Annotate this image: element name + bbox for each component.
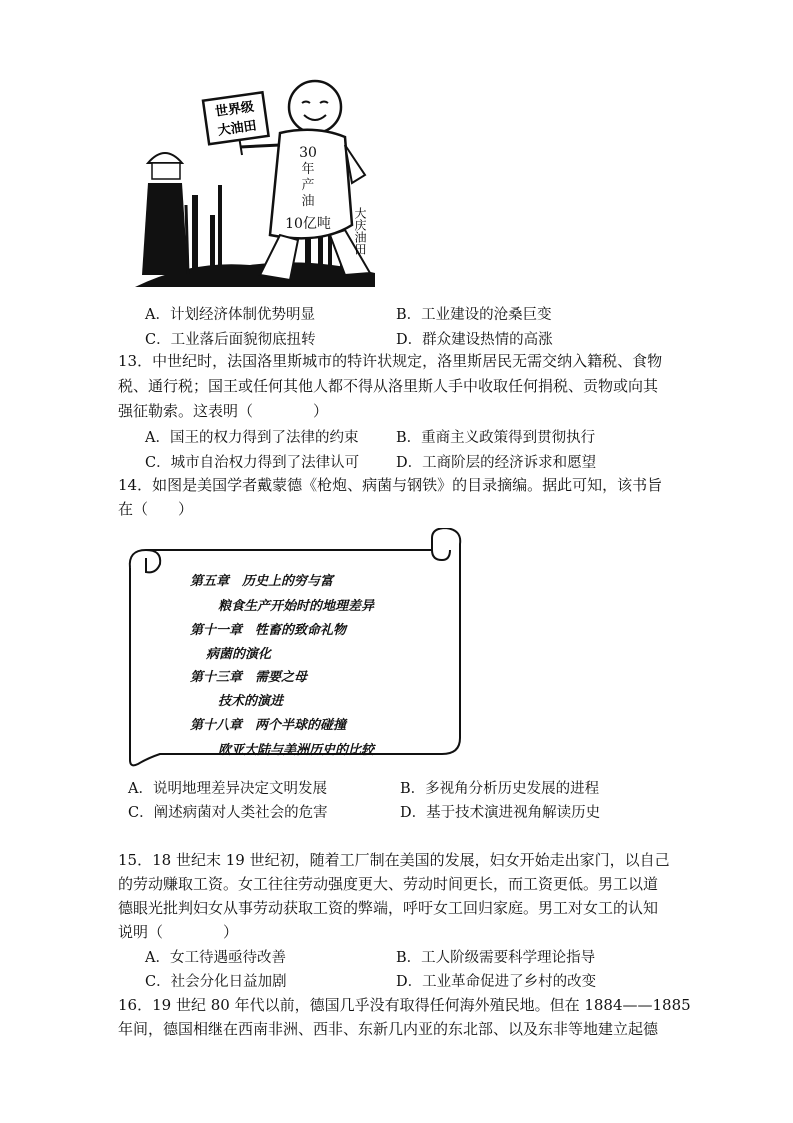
toc-chapter-18: 第十八章 两个半球的碰撞 xyxy=(190,718,347,733)
q15-option-b[interactable]: B．工人阶级需要科学理论指导 xyxy=(396,950,596,966)
sign-line-1: 世界级 xyxy=(214,99,255,120)
q16-stem-line-2: 年间，德国相继在西南非洲、西非、东新几内亚的东北部、以及东非等地建立起德 xyxy=(118,1020,659,1038)
q14-option-c[interactable]: C．阐述病菌对人类社会的危害 xyxy=(128,805,328,821)
toc-chapter-5: 第五章 历史上的穷与富 xyxy=(190,574,334,589)
q15-stem-line-1: 15．18 世纪末 19 世纪初，随着工厂制在美国的发展，妇女开始走出家门，以自己 xyxy=(118,851,670,869)
toc-chapter-13: 第十三章 需要之母 xyxy=(190,670,308,685)
daqing-oilfield-cartoon xyxy=(130,75,380,290)
q14-option-d[interactable]: D．基于技术演进视角解读历史 xyxy=(400,805,601,821)
q15-stem-line-3: 德眼光批判妇女从事劳动获取工资的弊端，呼吁女工回归家庭。男工对女工的认知 xyxy=(118,899,659,917)
q14-stem-line-1: 14．如图是美国学者戴蒙德《枪炮、病菌与钢铁》的目录摘编。据此可知，该书旨 xyxy=(118,476,663,494)
q15-option-a[interactable]: A．女工待遇亟待改善 xyxy=(145,950,286,966)
body-text-1: 30 xyxy=(299,145,317,161)
q15-stem-line-4: 说明（ ） xyxy=(118,923,239,941)
field-label: 大庆油田 xyxy=(353,207,367,255)
q15-stem-line-2: 的劳动赚取工资。女工往往劳动强度更大、劳动时间更长，而工资更低。男工以道 xyxy=(118,875,659,893)
toc-chapter-11: 第十一章 牲畜的致命礼物 xyxy=(190,623,347,638)
q13-stem-line-2: 税、通行税；国王或任何其他人都不得从洛里斯人手中收取任何捐税、贡物或向其 xyxy=(118,377,659,395)
q15-option-c[interactable]: C．社会分化日益加剧 xyxy=(145,974,287,990)
q12-option-c[interactable]: C．工业落后面貌彻底扭转 xyxy=(145,332,316,348)
q13-option-d[interactable]: D．工商阶层的经济诉求和愿望 xyxy=(396,455,597,471)
q13-stem-line-1: 13．中世纪时，法国洛里斯城市的特许状规定，洛里斯居民无需交纳入籍税、食物 xyxy=(118,352,663,370)
q14-option-b[interactable]: B．多视角分析历史发展的进程 xyxy=(400,781,600,797)
q12-option-d[interactable]: D．群众建设热情的高涨 xyxy=(396,332,553,348)
q14-stem-line-2: 在（ ） xyxy=(118,500,194,518)
toc-chapter-5-sub: 粮食生产开始时的地理差异 xyxy=(218,599,375,614)
body-text-4: 油 xyxy=(301,194,315,209)
worker-figure xyxy=(142,153,188,275)
q12-option-b[interactable]: B．工业建设的沧桑巨变 xyxy=(396,307,552,323)
body-text-3: 产 xyxy=(301,178,315,193)
q16-stem-line-1: 16．19 世纪 80 年代以前，德国几乎没有取得任何海外殖民地。但在 1884——1885 xyxy=(118,996,691,1014)
q15-option-d[interactable]: D．工业革命促进了乡村的改变 xyxy=(396,974,597,990)
q14-option-a[interactable]: A．说明地理差异决定文明发展 xyxy=(128,781,327,797)
body-text-5: 10亿吨 xyxy=(285,216,331,232)
body-text-2: 年 xyxy=(301,162,315,177)
q13-stem-line-3: 强征勒索。这表明（ ） xyxy=(118,402,329,420)
q13-option-a[interactable]: A．国王的权力得到了法律的约束 xyxy=(145,430,359,446)
sign-line-2: 大油田 xyxy=(216,118,258,139)
q13-option-c[interactable]: C．城市自治权力得到了法律认可 xyxy=(145,455,360,471)
q12-option-a[interactable]: A．计划经济体制优势明显 xyxy=(145,307,315,323)
toc-chapter-18-sub: 欧亚大陆与美洲历史的比较 xyxy=(218,743,375,758)
q13-option-b[interactable]: B．重商主义政策得到贯彻执行 xyxy=(396,430,596,446)
toc-chapter-13-sub: 技术的演进 xyxy=(218,694,284,709)
toc-chapter-11-sub: 病菌的演化 xyxy=(206,647,272,662)
sign-board xyxy=(203,92,269,144)
